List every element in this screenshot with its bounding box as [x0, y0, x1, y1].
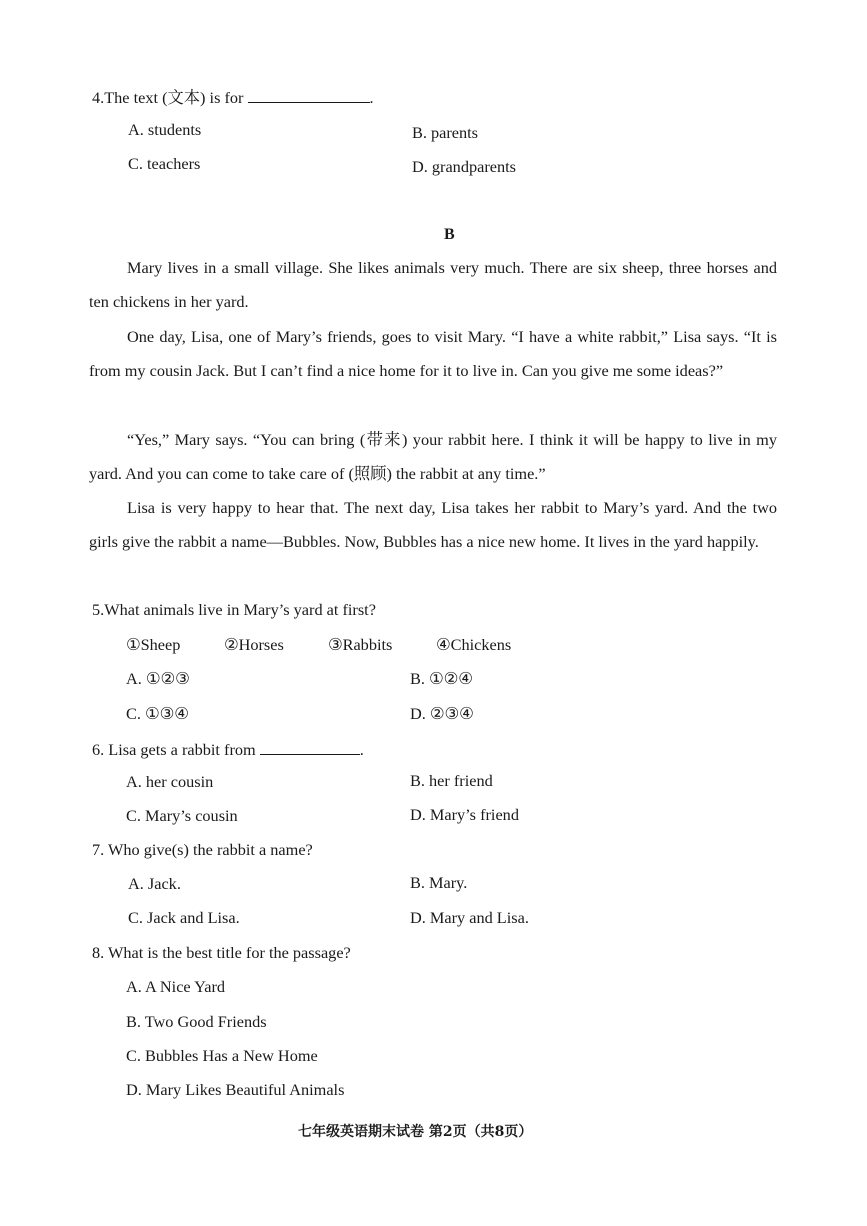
q8-option-d: D. Mary Likes Beautiful Animals: [126, 1080, 345, 1099]
question-4-text: 4.The text (文本) is for: [92, 88, 244, 107]
q5-item-chickens: ④Chickens: [436, 635, 512, 654]
question-8-text: 8. What is the best title for the passage?: [92, 943, 351, 962]
question-6: [92, 740, 364, 758]
q4-option-c: C. teachers: [128, 154, 201, 173]
passage-paragraph-2: One day, Lisa, one of Mary’s friends, goes to visit Mary. “I have a white rabbit,” Lisa says. “It is from my cousin Jack. But I can’t find a nice home for it to live in. Can you give me some ideas?”: [89, 327, 777, 381]
question-4-end: .: [369, 88, 374, 107]
q5-option-a: A. ①②③: [126, 669, 190, 688]
q5-item-sheep: ①Sheep: [126, 635, 181, 654]
passage-paragraph-1: Mary lives in a small village. She likes animals very much. There are six sheep, three horses and ten chickens in her yard.: [89, 258, 777, 312]
question-6-text: 6. Lisa gets a rabbit from: [92, 740, 256, 759]
question-4: [92, 88, 374, 106]
q5-option-c: C. ①③④: [126, 704, 189, 723]
q6-option-a: A. her cousin: [126, 772, 214, 791]
q8-option-b: B. Two Good Friends: [126, 1012, 267, 1031]
q6-option-c: C. Mary’s cousin: [126, 806, 238, 825]
q4-option-b: B. parents: [412, 123, 479, 142]
answer-blank: [260, 740, 360, 755]
section-heading: B: [444, 226, 455, 243]
answer-blank: [248, 88, 370, 103]
passage-paragraph-3: “Yes,” Mary says. “You can bring (带来) your rabbit here. I think it will be happy to live in my yard. And you can come to take care of (照顾) the rabbit at any time.”: [89, 430, 777, 484]
q6-option-b: B. her friend: [410, 771, 493, 790]
passage-paragraph-4: Lisa is very happy to hear that. The next day, Lisa takes her rabbit to Mary’s yard. And the two girls give the rabbit a name—Bubbles. Now, Bubbles has a nice new home. It lives in the yard happily.: [89, 498, 777, 552]
q8-option-a: A. A Nice Yard: [126, 977, 226, 996]
q4-option-d: D. grandparents: [412, 157, 516, 176]
q7-option-c: C. Jack and Lisa.: [128, 908, 240, 927]
q5-option-d: D. ②③④: [410, 704, 474, 723]
page-footer: 七年级英语期末试卷 第2页（共8页）: [298, 1124, 533, 1140]
q5-item-rabbits: ③Rabbits: [328, 635, 393, 654]
question-6-end: .: [359, 740, 364, 759]
q5-option-b: B. ①②④: [410, 669, 473, 688]
question-7-text: 7. Who give(s) the rabbit a name?: [92, 840, 313, 859]
q8-option-c: C. Bubbles Has a New Home: [126, 1046, 318, 1065]
q5-item-horses: ②Horses: [224, 635, 284, 654]
q7-option-b: B. Mary.: [410, 873, 468, 892]
q6-option-d: D. Mary’s friend: [410, 805, 519, 824]
q7-option-d: D. Mary and Lisa.: [410, 908, 529, 927]
q4-option-a: A. students: [128, 120, 202, 139]
q7-option-a: A. Jack.: [128, 874, 181, 893]
question-5-text: 5.What animals live in Mary’s yard at first?: [92, 600, 376, 619]
